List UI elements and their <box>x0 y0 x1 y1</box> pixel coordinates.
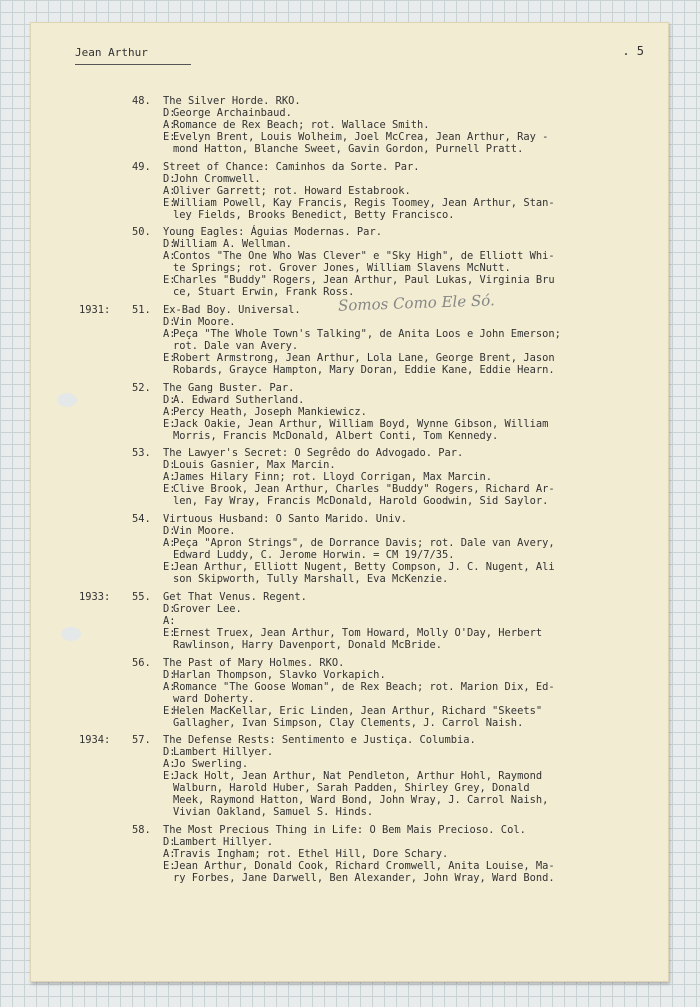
credit-key: E: <box>163 196 176 209</box>
film-entry <box>31 591 668 651</box>
credit-key: A: <box>163 405 176 418</box>
entry-title: Get That Venus. Regent. <box>163 590 307 603</box>
credit-text: Vin Moore. <box>173 525 236 538</box>
film-entry <box>31 382 668 442</box>
credit-text: son Skipworth, Tully Marshall, Eva McKenzie. <box>173 573 449 586</box>
credit-key: E: <box>163 131 176 143</box>
entry-year: 1931: <box>79 304 111 317</box>
film-entry <box>31 657 668 729</box>
credit-text: Travis Ingham; rot. Ethel Hill, Dore Schary. <box>173 847 449 860</box>
credit-line <box>31 782 668 794</box>
credit-line <box>31 328 668 340</box>
credit-text: Meek, Raymond Hatton, Ward Bond, John Wray, J. Carrol Naish, <box>173 794 549 807</box>
credit-text: Peça "Apron Strings", de Dorrance Davis; rot. Dale van Avery, <box>173 537 555 550</box>
credit-line <box>31 107 668 119</box>
credit-text: mond Hatton, Blanche Sweet, Gavin Gordon, Purnell Pratt. <box>173 143 524 155</box>
film-entry <box>31 95 668 155</box>
credit-key: E: <box>163 352 176 365</box>
credit-key: D: <box>163 393 176 406</box>
credit-line <box>31 209 668 221</box>
credit-text: Walburn, Harold Huber, Sarah Padden, Shirley Grey, Donald <box>173 782 530 795</box>
credit-text: Jean Arthur, Donald Cook, Richard Cromwell, Anita Louise, Ma- <box>173 859 555 872</box>
credit-text: A. Edward Sutherland. <box>173 393 305 406</box>
credit-line <box>31 860 668 872</box>
credit-line <box>31 573 668 585</box>
credit-key: A: <box>163 614 176 627</box>
entry-title: The Past of Mary Holmes. RKO. <box>163 656 345 669</box>
credit-text: Percy Heath, Joseph Mankiewicz. <box>173 405 367 418</box>
credit-text: Jack Oakie, Jean Arthur, William Boyd, Wynne Gibson, William <box>173 417 549 430</box>
credit-key: A: <box>163 328 176 341</box>
credit-key: A: <box>163 537 176 550</box>
credit-line <box>31 459 668 471</box>
credit-line <box>31 627 668 639</box>
credit-key: D: <box>163 746 176 759</box>
film-entry <box>31 161 668 221</box>
entry-number: 48. <box>132 95 151 107</box>
entry-number: 56. <box>132 656 151 669</box>
credit-line <box>31 872 668 884</box>
entry-title: The Gang Buster. Par. <box>163 381 295 394</box>
entry-year: 1934: <box>79 734 111 747</box>
credit-key: A: <box>163 250 176 263</box>
film-entry <box>31 734 668 818</box>
credit-text: Oliver Garrett; rot. Howard Estabrook. <box>173 184 411 197</box>
page-header-name: Jean Arthur <box>75 46 148 59</box>
credit-text: Ernest Truex, Jean Arthur, Tom Howard, Molly O'Day, Herbert <box>173 626 543 639</box>
credit-line <box>31 250 668 262</box>
credit-line <box>31 394 668 406</box>
credit-text: John Cromwell. <box>173 172 261 185</box>
film-entry <box>31 447 668 507</box>
entry-number: 55. <box>132 590 151 603</box>
credit-text: ley Fields, Brooks Benedict, Betty Francisco. <box>173 208 455 221</box>
credit-key: D: <box>163 668 176 681</box>
credit-line <box>31 274 668 286</box>
credit-text: William A. Wellman. <box>173 238 292 251</box>
credit-text: Vin Moore. <box>173 316 236 329</box>
credit-text: Jean Arthur, Elliott Nugent, Betty Compson, J. C. Nugent, Ali <box>173 561 555 574</box>
credit-text: Gallagher, Ivan Simpson, Clay Clements, J. Carrol Naish. <box>173 716 524 729</box>
credit-text: Contos "The One Who Was Clever" e "Sky High", de Elliott Whi- <box>173 250 555 263</box>
credit-line <box>31 669 668 681</box>
entry-title: The Silver Horde. RKO. <box>163 95 301 107</box>
credit-line <box>31 197 668 209</box>
credit-text: Lambert Hillyer. <box>173 835 274 848</box>
entry-title: Virtuous Husband: O Santo Marido. Univ. <box>163 513 407 526</box>
credit-line <box>31 717 668 729</box>
credit-line <box>31 794 668 806</box>
credit-key: D: <box>163 316 176 329</box>
credit-line <box>31 603 668 615</box>
credit-line <box>31 483 668 495</box>
credit-key: A: <box>163 758 176 771</box>
credit-key: E: <box>163 274 176 287</box>
credit-line <box>31 173 668 185</box>
credit-key: A: <box>163 847 176 860</box>
credit-text: len, Fay Wray, Francis McDonald, Harold Goodwin, Sid Saylor. <box>173 495 549 508</box>
credit-line <box>31 561 668 573</box>
credit-line <box>31 806 668 818</box>
credit-key: E: <box>163 483 176 496</box>
entry-number: 58. <box>132 823 151 836</box>
entry-title: Ex-Bad Boy. Universal. <box>163 304 301 317</box>
credit-text: Romance de Rex Beach; rot. Wallace Smith. <box>173 119 430 131</box>
credit-text: James Hilary Finn; rot. Lloyd Corrigan, Max Marcin. <box>173 471 493 484</box>
credit-line <box>31 418 668 430</box>
credit-line <box>31 495 668 507</box>
entry-title: The Lawyer's Secret: O Segrêdo do Advogado. Par. <box>163 447 464 460</box>
credit-line <box>31 131 668 143</box>
credit-line <box>31 406 668 418</box>
credit-line <box>31 143 668 155</box>
credit-line <box>31 537 668 549</box>
entry-title: Street of Chance: Caminhos da Sorte. Par. <box>163 160 420 173</box>
credit-text: Evelyn Brent, Louis Wolheim, Joel McCrea, Jean Arthur, Ray - <box>173 131 549 143</box>
credit-text: Robert Armstrong, Jean Arthur, Lola Lane, George Brent, Jason <box>173 352 555 365</box>
credit-text: Helen MacKellar, Eric Linden, Jean Arthur, Richard "Skeets" <box>173 704 543 717</box>
credit-text: rot. Dale van Avery. <box>173 340 299 353</box>
credit-line <box>31 758 668 770</box>
document-page <box>30 22 669 982</box>
credit-line <box>31 119 668 131</box>
credit-text: Edward Luddy, C. Jerome Horwin. = CM 19/7/35. <box>173 549 455 562</box>
credit-text: Rawlinson, Harry Davenport, Donald McBride. <box>173 638 442 651</box>
entry-number: 52. <box>132 381 151 394</box>
credit-text: Robards, Grayce Hampton, Mary Doran, Eddie Kane, Eddie Hearn. <box>173 364 555 377</box>
film-entry <box>31 824 668 884</box>
credit-text: George Archainbaud. <box>173 107 292 119</box>
credit-text: Louis Gasnier, Max Marcin. <box>173 459 336 472</box>
credit-key: D: <box>163 525 176 538</box>
credit-line <box>31 705 668 717</box>
credit-line <box>31 746 668 758</box>
credit-line <box>31 340 668 352</box>
credit-text: Grover Lee. <box>173 602 242 615</box>
credit-line <box>31 836 668 848</box>
credit-text: ce, Stuart Erwin, Frank Ross. <box>173 286 355 299</box>
credit-text: Romance "The Goose Woman", de Rex Beach; rot. Marion Dix, Ed- <box>173 680 555 693</box>
credit-line <box>31 471 668 483</box>
credit-line <box>31 185 668 197</box>
entry-number: 51. <box>132 304 151 317</box>
entry-year: 1933: <box>79 590 111 603</box>
credit-text: Vivian Oakland, Samuel S. Hinds. <box>173 806 374 819</box>
entry-number: 53. <box>132 447 151 460</box>
entry-title: The Defense Rests: Sentimento e Justiça. Columbia. <box>163 734 476 747</box>
credit-text: te Springs; rot. Grover Jones, William Slavens McNutt. <box>173 262 511 275</box>
credit-text: Charles "Buddy" Rogers, Jean Arthur, Paul Lukas, Virginia Bru <box>173 274 555 287</box>
credit-line <box>31 238 668 250</box>
credit-text: William Powell, Kay Francis, Regis Toomey, Jean Arthur, Stan- <box>173 196 555 209</box>
credit-key: D: <box>163 107 176 119</box>
header-underline <box>75 64 191 65</box>
credit-line <box>31 693 668 705</box>
credit-text: Jack Holt, Jean Arthur, Nat Pendleton, Arthur Hohl, Raymond <box>173 770 543 783</box>
credit-key: A: <box>163 471 176 484</box>
credit-key: A: <box>163 184 176 197</box>
entry-number: 57. <box>132 734 151 747</box>
credit-key: E: <box>163 626 176 639</box>
credit-key: A: <box>163 680 176 693</box>
credit-line <box>31 681 668 693</box>
credit-key: E: <box>163 561 176 574</box>
credit-text: Morris, Francis McDonald, Albert Conti, Tom Kennedy. <box>173 429 499 442</box>
credit-key: A: <box>163 119 176 131</box>
handwritten-note: Somos Como Ele Só. <box>337 291 496 315</box>
credit-key: D: <box>163 835 176 848</box>
credit-line <box>31 639 668 651</box>
credit-line <box>31 615 668 627</box>
credit-text: Lambert Hillyer. <box>173 746 274 759</box>
entry-title: The Most Precious Thing in Life: O Bem Mais Precioso. Col. <box>163 823 526 836</box>
credit-line <box>31 364 668 376</box>
entry-number: 49. <box>132 160 151 173</box>
credit-text: Jo Swerling. <box>173 758 249 771</box>
credit-key: E: <box>163 417 176 430</box>
credit-key: D: <box>163 238 176 251</box>
credit-text: Peça "The Whole Town's Talking", de Anita Loos e John Emerson; <box>173 328 561 341</box>
credit-text: ry Forbes, Jane Darwell, Ben Alexander, John Wray, Ward Bond. <box>173 871 555 884</box>
credit-line <box>31 770 668 782</box>
entry-number: 54. <box>132 513 151 526</box>
entry-number: 50. <box>132 226 151 239</box>
film-entry <box>31 226 668 298</box>
credit-line <box>31 549 668 561</box>
credit-key: E: <box>163 859 176 872</box>
credit-line <box>31 848 668 860</box>
page-number: . 5 <box>622 44 644 58</box>
credit-key: E: <box>163 770 176 783</box>
credit-text: ward Doherty. <box>173 692 255 705</box>
credit-key: D: <box>163 172 176 185</box>
credit-line <box>31 262 668 274</box>
credit-key: E: <box>163 704 176 717</box>
credit-line <box>31 316 668 328</box>
credit-line <box>31 430 668 442</box>
credit-key: D: <box>163 459 176 472</box>
filmography-list <box>31 95 668 890</box>
entry-title: Young Eagles: Águias Modernas. Par. <box>163 226 382 239</box>
credit-text: Harlan Thompson, Slavko Vorkapich. <box>173 668 386 681</box>
film-entry <box>31 513 668 585</box>
credit-line <box>31 525 668 537</box>
credit-text: Clive Brook, Jean Arthur, Charles "Buddy" Rogers, Richard Ar- <box>173 483 555 496</box>
credit-line <box>31 352 668 364</box>
credit-key: D: <box>163 602 176 615</box>
